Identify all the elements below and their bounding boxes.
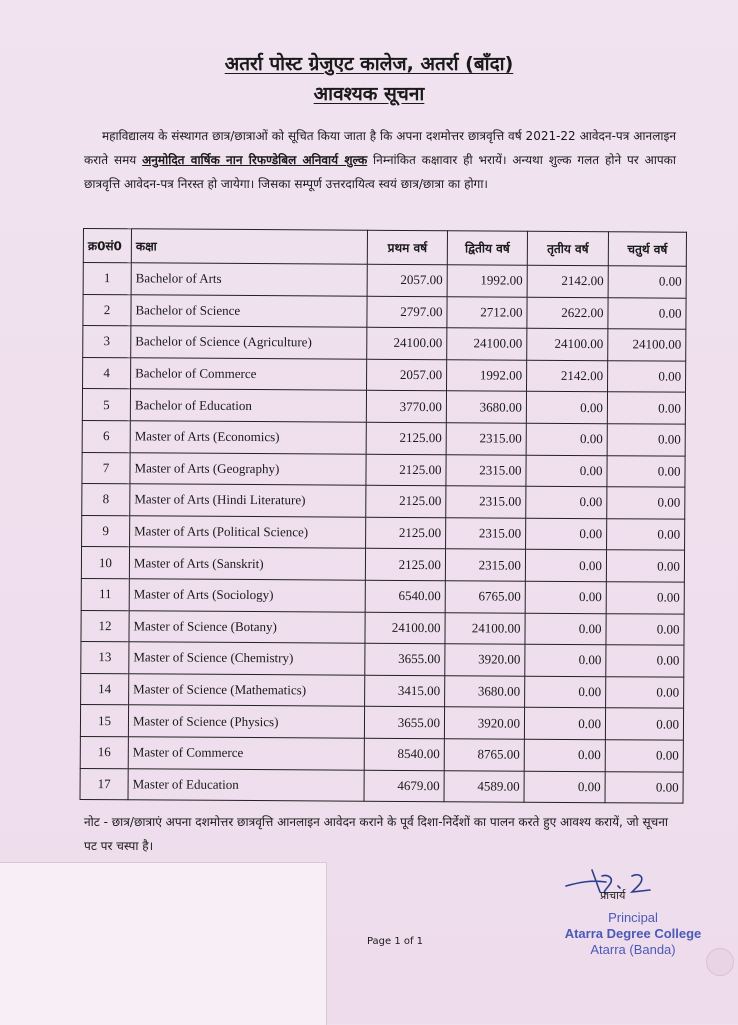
year-1-fee-cell: 3415.00 (365, 675, 445, 707)
header-class: कक्षा (131, 229, 367, 264)
year-2-fee-cell: 2315.00 (446, 423, 526, 455)
serial-cell: 9 (82, 515, 130, 547)
class-cell: Master of Education (128, 768, 364, 801)
year-2-fee-cell: 24100.00 (447, 328, 527, 360)
class-cell: Master of Arts (Geography) (130, 452, 366, 485)
year-1-fee-cell: 3655.00 (364, 707, 444, 739)
year-3-fee-cell: 0.00 (525, 644, 606, 676)
stamp-line-place: Atarra (Banda) (590, 942, 676, 957)
year-1-fee-cell: 2125.00 (366, 454, 446, 486)
serial-cell: 7 (82, 452, 130, 484)
serial-cell: 8 (82, 484, 130, 516)
serial-cell: 1 (83, 263, 131, 295)
year-2-fee-cell: 1992.00 (447, 360, 527, 392)
year-2-fee-cell: 2315.00 (446, 454, 526, 486)
year-3-fee-cell: 0.00 (525, 613, 606, 645)
table-row (80, 768, 683, 803)
stamp-line-college: Atarra Degree College (564, 926, 702, 941)
year-3-fee-cell: 0.00 (526, 392, 607, 424)
year-2-fee-cell: 3680.00 (445, 675, 525, 707)
year-2-fee-cell: 3920.00 (444, 707, 524, 739)
table-header-row (83, 229, 686, 267)
year-3-fee-cell: 0.00 (524, 708, 605, 740)
year-4-fee-cell: 0.00 (605, 771, 683, 803)
year-1-fee-cell: 2125.00 (366, 485, 446, 517)
punch-hole (706, 948, 734, 976)
year-3-fee-cell: 0.00 (524, 739, 605, 771)
table-row (80, 736, 683, 771)
year-2-fee-cell: 8765.00 (444, 739, 524, 771)
header-year-4: चतुर्थ वर्ष (608, 232, 686, 266)
year-1-fee-cell: 2057.00 (367, 359, 447, 391)
year-2-fee-cell: 3680.00 (446, 391, 526, 423)
year-4-fee-cell: 0.00 (608, 360, 686, 392)
year-3-fee-cell: 0.00 (524, 771, 605, 803)
serial-cell: 16 (80, 736, 128, 768)
serial-cell: 12 (81, 610, 129, 642)
stamp-line-principal: Principal (608, 910, 658, 925)
year-4-fee-cell: 0.00 (607, 392, 685, 424)
year-3-fee-cell: 2142.00 (527, 265, 608, 297)
year-1-fee-cell: 3770.00 (366, 391, 446, 423)
table-row (83, 263, 686, 298)
table-row (83, 294, 686, 329)
class-cell: Master of Science (Mathematics) (129, 674, 365, 707)
year-1-fee-cell: 3655.00 (365, 643, 445, 675)
table-row (81, 610, 684, 645)
year-2-fee-cell: 1992.00 (447, 265, 527, 297)
year-2-fee-cell: 24100.00 (445, 612, 525, 644)
class-cell: Master of Arts (Sociology) (129, 579, 365, 612)
serial-cell: 3 (83, 326, 131, 358)
serial-cell: 4 (83, 357, 131, 389)
year-3-fee-cell: 2142.00 (527, 360, 608, 392)
year-3-fee-cell: 0.00 (526, 423, 607, 455)
year-1-fee-cell: 6540.00 (365, 580, 445, 612)
year-4-fee-cell: 0.00 (605, 708, 683, 740)
serial-cell: 17 (80, 768, 128, 800)
year-1-fee-cell: 2125.00 (366, 517, 446, 549)
serial-cell: 13 (81, 642, 129, 674)
table-row (80, 705, 683, 740)
year-4-fee-cell: 0.00 (605, 740, 683, 772)
note-text: नोट - छात्र/छात्राएं अपना दशमोत्तर छात्रवृत्ति आनलाइन आवेदन कराने के पूर्व दिशा-निर्देशों का पालन करते हुए आवश्य करायें, जो सूचना पट पर चस्पा है। (84, 815, 668, 853)
table-row (82, 484, 685, 519)
table-row (81, 547, 684, 582)
fee-table-body (80, 263, 686, 804)
header-year-1: प्रथम वर्ष (367, 230, 447, 264)
year-3-fee-cell: 2622.00 (527, 297, 608, 329)
year-4-fee-cell: 0.00 (608, 297, 686, 329)
college-title: अतर्रा पोस्ट ग्रेजुएट कालेज, अतर्रा (बाँदा) (224, 53, 514, 75)
table-row (81, 642, 684, 677)
class-cell: Master of Science (Botany) (129, 610, 365, 643)
year-2-fee-cell: 6765.00 (445, 581, 525, 613)
class-cell: Bachelor of Science (Agriculture) (131, 326, 367, 359)
class-cell: Master of Arts (Sanskrit) (129, 547, 365, 580)
year-3-fee-cell: 0.00 (526, 518, 607, 550)
intro-text-end: निम्नांकित कक्षावार ही भरायें। अन्यथा शुल्क गलत होने पर आपका छात्रवृत्ति आवेदन-पत्र निरस्त हो जायेगा। जिसका सम्पूर्ण उत्तरदायित्व स्वयं छात्र/छात्रा का होगा। (84, 153, 677, 191)
year-4-fee-cell: 0.00 (606, 550, 684, 582)
class-cell: Master of Science (Physics) (128, 705, 364, 738)
year-1-fee-cell: 2057.00 (367, 264, 447, 296)
year-1-fee-cell: 8540.00 (364, 738, 444, 770)
year-1-fee-cell: 2797.00 (367, 296, 447, 328)
class-cell: Master of Science (Chemistry) (129, 642, 365, 675)
intro-emphasis: अनुमोदित वार्षिक नान रिफण्डेबिल अनिवार्य शुल्क (142, 153, 368, 167)
table-row (82, 515, 685, 550)
table-row (82, 452, 685, 487)
class-cell: Bachelor of Commerce (131, 358, 367, 391)
year-4-fee-cell: 0.00 (607, 424, 685, 456)
table-row (82, 389, 685, 424)
class-cell: Master of Commerce (128, 737, 364, 770)
year-3-fee-cell: 0.00 (525, 581, 606, 613)
class-cell: Bachelor of Education (130, 389, 366, 422)
header-serial: क्र0सं0 (83, 229, 131, 263)
table-row (83, 357, 686, 392)
year-2-fee-cell: 2315.00 (446, 486, 526, 518)
year-4-fee-cell: 0.00 (607, 518, 685, 550)
year-2-fee-cell: 3920.00 (445, 644, 525, 676)
intro-paragraph (84, 124, 676, 196)
designation-label: प्राचार्य (600, 889, 626, 902)
year-4-fee-cell: 0.00 (606, 676, 684, 708)
year-3-fee-cell: 0.00 (525, 550, 606, 582)
principal-stamp (548, 910, 718, 958)
year-2-fee-cell: 2712.00 (447, 296, 527, 328)
year-2-fee-cell: 4589.00 (444, 770, 524, 802)
year-4-fee-cell: 0.00 (606, 613, 684, 645)
header-year-3: तृतीय वर्ष (527, 231, 608, 265)
serial-cell: 6 (82, 420, 130, 452)
year-3-fee-cell: 0.00 (525, 676, 606, 708)
year-1-fee-cell: 24100.00 (367, 327, 447, 359)
fee-table (80, 228, 687, 804)
year-4-fee-cell: 0.00 (606, 645, 684, 677)
class-cell: Master of Arts (Hindi Literature) (130, 484, 366, 517)
year-4-fee-cell: 0.00 (607, 487, 685, 519)
class-cell: Bachelor of Arts (131, 263, 367, 296)
table-row (81, 578, 684, 613)
year-1-fee-cell: 2125.00 (365, 549, 445, 581)
year-4-fee-cell: 24100.00 (608, 329, 686, 361)
class-cell: Master of Arts (Economics) (130, 421, 366, 454)
year-1-fee-cell: 24100.00 (365, 612, 445, 644)
header-year-2: द्वितीय वर्ष (447, 231, 527, 265)
year-3-fee-cell: 0.00 (526, 486, 607, 518)
year-3-fee-cell: 24100.00 (527, 328, 608, 360)
class-cell: Master of Arts (Political Science) (130, 516, 366, 549)
notice-subtitle: आवश्यक सूचना (313, 83, 425, 105)
serial-cell: 5 (82, 389, 130, 421)
serial-cell: 11 (81, 578, 129, 610)
page-number: Page 1 of 1 (366, 936, 424, 947)
class-cell: Bachelor of Science (131, 294, 367, 327)
year-4-fee-cell: 0.00 (607, 455, 685, 487)
overlapping-paper (0, 862, 327, 1025)
serial-cell: 2 (83, 294, 131, 326)
year-2-fee-cell: 2315.00 (445, 549, 525, 581)
table-row (81, 673, 684, 708)
year-3-fee-cell: 0.00 (526, 455, 607, 487)
year-4-fee-cell: 0.00 (608, 266, 686, 298)
serial-cell: 14 (81, 673, 129, 705)
year-4-fee-cell: 0.00 (606, 582, 684, 614)
year-2-fee-cell: 2315.00 (446, 517, 526, 549)
table-row (83, 326, 686, 361)
year-1-fee-cell: 2125.00 (366, 422, 446, 454)
intro-text-start: महाविद्यालय के संस्थागत छात्र/छात्राओं को सूचित किया जाता है कि अपना दशमोत्तर छात्रवृत्ति वर्ष 2021-22 आवेदन-पत्र आनलाइन कराते समय (84, 129, 676, 167)
serial-cell: 10 (81, 547, 129, 579)
year-1-fee-cell: 4679.00 (364, 770, 444, 802)
serial-cell: 15 (80, 705, 128, 737)
table-row (82, 420, 685, 455)
